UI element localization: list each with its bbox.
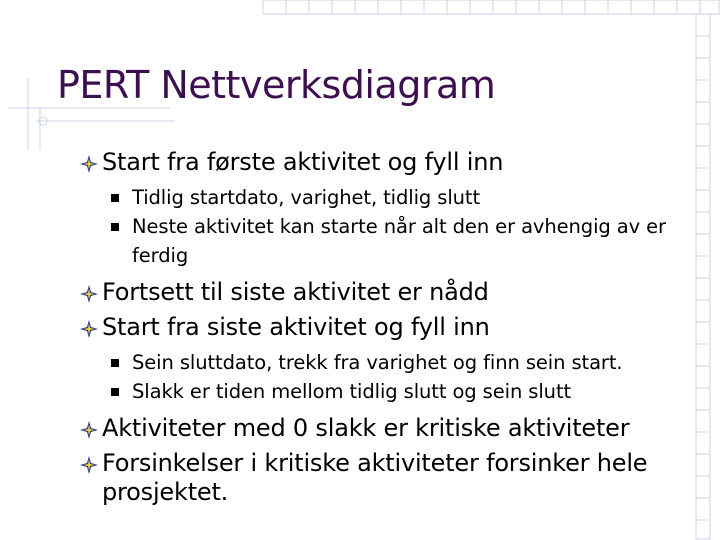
- bullet-item-3: [80, 313, 700, 342]
- diamond-sparkle-icon: [80, 421, 98, 439]
- bullet-text: Forsinkelser i kritiske aktiviteter forsinker hele prosjektet.: [102, 449, 648, 506]
- sub-bullet-item: [111, 212, 700, 270]
- slide-content: [80, 148, 700, 513]
- sub-bullet-item: [111, 183, 700, 212]
- diamond-sparkle-icon: [80, 456, 98, 474]
- diamond-sparkle-icon: [80, 320, 98, 338]
- bullet-item-1: [80, 148, 700, 177]
- bullet-item-5: [80, 449, 700, 507]
- square-bullet-icon: [111, 388, 119, 396]
- sub-bullet-text: Slakk er tiden mellom tidlig slutt og sein slutt: [132, 380, 572, 403]
- slide-title: PERT Nettverksdiagram: [57, 63, 496, 107]
- sub-bullet-item: [111, 348, 700, 377]
- sub-bullet-text: Neste aktivitet kan starte når alt den er avhengig av er ferdig: [132, 215, 666, 267]
- bullet-text: Start fra første aktivitet og fyll inn: [102, 148, 504, 176]
- sub-bullet-text: Tidlig startdato, varighet, tidlig slutt: [132, 186, 481, 209]
- sub-list-1: [80, 183, 700, 270]
- square-bullet-icon: [111, 194, 119, 202]
- diamond-sparkle-icon: [80, 285, 98, 303]
- bullet-text: Start fra siste aktivitet og fyll inn: [102, 313, 490, 341]
- bullet-text: Fortsett til siste aktivitet er nådd: [102, 278, 489, 306]
- square-bullet-icon: [111, 223, 119, 231]
- diamond-sparkle-icon: [80, 155, 98, 173]
- bullet-text: Aktiviteter med 0 slakk er kritiske aktiviteter: [102, 414, 630, 442]
- square-bullet-icon: [111, 359, 119, 367]
- bullet-item-4: [80, 414, 700, 443]
- sub-bullet-item: [111, 377, 700, 406]
- sub-bullet-text: Sein sluttdato, trekk fra varighet og finn sein start.: [132, 351, 623, 374]
- bullet-item-2: [80, 278, 700, 307]
- sub-list-3: [80, 348, 700, 406]
